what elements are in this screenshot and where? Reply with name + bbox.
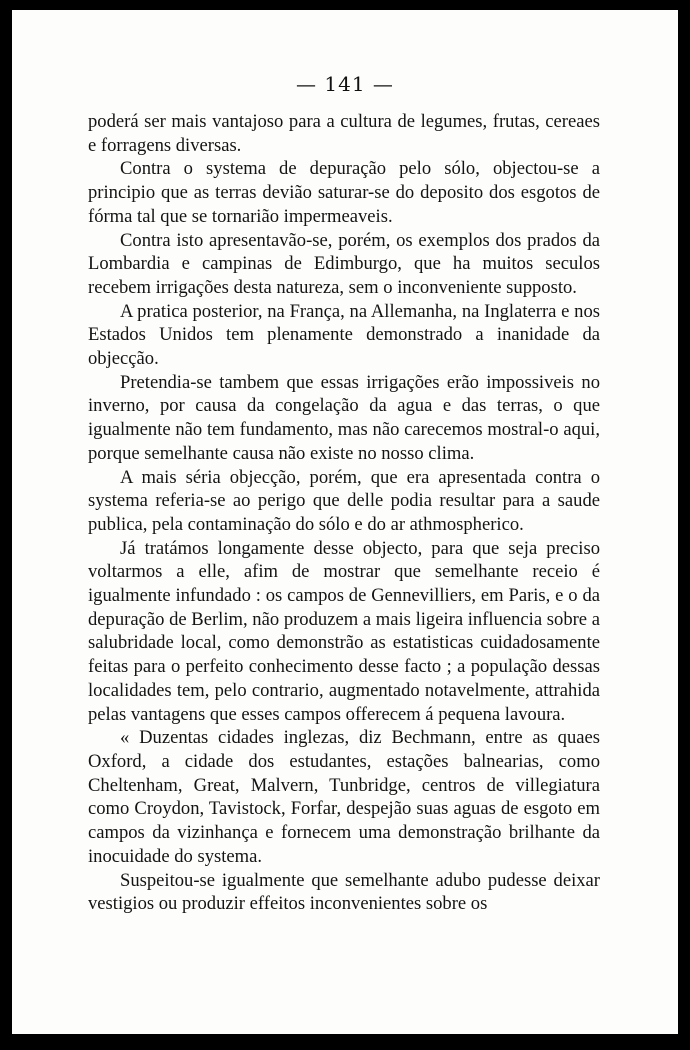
page-number: — 141 —	[296, 72, 394, 96]
book-page	[12, 10, 678, 1034]
paragraph: poderá ser mais vantajoso para a cultura de legumes, frutas, cereaes e forragens diversas.	[88, 111, 600, 156]
paragraph: Já tratámos longamente desse objecto, para que seja preciso voltarmos a elle, afim de mostrar que semelhante receio é igualmente infundado : os campos de Gennevilliers, em Paris, e o da depuração de Berlim, não produzem a mais ligeira influencia sobre a salubridade local, como demonstrão as estatisticas cuidadosamente feitas para o perfeito conhecimento desse facto ; a população dessas localidades tem, pelo contrario, augmentado notavelmente, attrahida pelas vantagens que esses campos offerecem á pequena lavoura.	[88, 537, 600, 725]
paragraph: Contra isto apresentavão-se, porém, os exemplos dos prados da Lombardia e campinas de Edimburgo, que ha muitos seculos recebem irrigações desta natureza, sem o inconveniente supposto.	[88, 229, 600, 298]
body-text	[88, 110, 600, 916]
paragraph: Suspeitou-se igualmente que semelhante adubo pudesse deixar vestigios ou produzir effeitos inconvenientes sobre os	[88, 869, 600, 915]
paragraph: A mais séria objecção, porém, que era apresentada contra o systema referia-se ao perigo que delle podia resultar para a saude publica, pela contaminação do sólo e do ar athmospherico.	[88, 466, 600, 535]
paragraph: Pretendia-se tambem que essas irrigações erão impossiveis no inverno, por causa da congelação da agua e das terras, o que igualmente não tem fundamento, mas não carecemos mostral-o aqui, porque semelhante causa não existe no nosso clima.	[88, 371, 600, 464]
paragraph: A pratica posterior, na França, na Allemanha, na Inglaterra e nos Estados Unidos tem plenamente demonstrado a inanidade da objecção.	[88, 300, 600, 370]
paragraph: Contra o systema de depuração pelo sólo, objectou-se a principio que as terras devião saturar-se do deposito dos esgotos de fórma tal que se tornarião impermeaveis.	[88, 158, 600, 227]
paragraph: « Duzentas cidades inglezas, diz Bechmann, entre as quaes Oxford, a cidade dos estudantes, estações balnearias, como Cheltenham, Great, Malvern, Tunbridge, centros de villegiatura como Croydon, Tavistock, Forfar, despejão suas aguas de esgoto em campos da vizinhança e fornecem uma demonstração brilhante da inocuidade do systema.	[88, 727, 600, 867]
